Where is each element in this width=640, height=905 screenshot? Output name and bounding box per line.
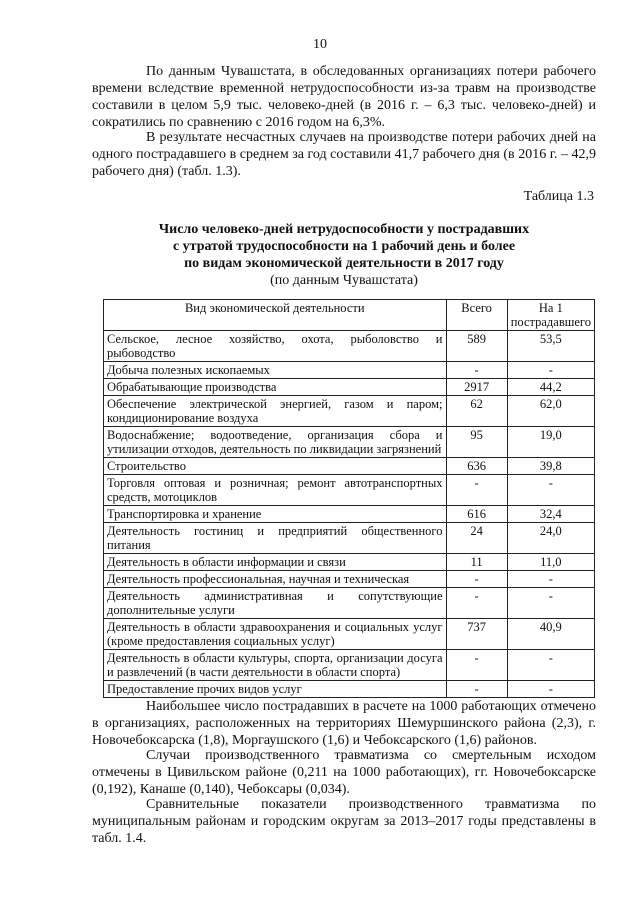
table-row [104,588,595,619]
table-row [104,571,595,588]
table-row [104,506,595,523]
cell-activity: Деятельность в области информации и связи [104,554,447,571]
cell-per-victim: - [507,362,594,379]
cell-total: 589 [446,331,507,362]
intro-paragraph-1: По данным Чувашстата, в обследованных организациях потери рабочего времени вследствие временной нетрудоспособности из-за травм на производстве составили в целом 5,9 тыс. человеко-дней (в 2016 г. – 6,3 тыс. человеко-дней) и сократились по сравнению с 2016 годом на 6,3%. [92,64,596,130]
cell-total: 24 [446,523,507,554]
table-row [104,396,595,427]
table-title-line-1: Число человеко-дней нетрудоспособности у пострадавших [158,222,530,237]
cell-activity: Предоставление прочих видов услуг [104,681,447,698]
cell-activity: Транспортировка и хранение [104,506,447,523]
table-row [104,427,595,458]
cell-per-victim: - [507,588,594,619]
cell-total: - [446,650,507,681]
table-row [104,458,595,475]
cell-per-victim: - [507,571,594,588]
cell-total: - [446,588,507,619]
table-source: (по данным Чувашстата) [270,273,418,288]
cell-activity: Деятельность профессиональная, научная и техническая [104,571,447,588]
closing-paragraph-2: Случаи производственного травматизма со смертельным исходом отмечены в Цивильском районе (0,211 на 1000 работающих), гг. Новочебоксарске (0,192), Канаше (0,140), Чебоксары (0,034). [92,748,596,797]
injury-days-table [103,299,595,698]
table-title-line-3: по видам экономической деятельности в 2017 году [184,256,504,271]
cell-per-victim: - [507,475,594,506]
cell-activity: Деятельность в области здравоохранения и социальных услуг (кроме предоставления социальных услуг) [104,619,447,650]
cell-per-victim: 40,9 [507,619,594,650]
cell-total: - [446,571,507,588]
cell-activity: Обрабатывающие производства [104,379,447,396]
cell-per-victim: - [507,650,594,681]
table-row [104,619,595,650]
cell-total: - [446,475,507,506]
header-total: Всего [446,300,507,331]
cell-activity: Строительство [104,458,447,475]
cell-per-victim: - [507,681,594,698]
cell-total: - [446,362,507,379]
header-per-victim: На 1 пострадавшего [507,300,594,331]
cell-per-victim: 53,5 [507,331,594,362]
cell-total: 737 [446,619,507,650]
cell-activity: Сельское, лесное хозяйство, охота, рыболовство и рыбоводство [104,331,447,362]
cell-total: 62 [446,396,507,427]
closing-paragraph-3: Сравнительные показатели производственного травматизма по муниципальным районам и городским округам за 2013–2017 годы представлены в табл. 1.4. [92,797,596,846]
cell-activity: Торговля оптовая и розничная; ремонт автотранспортных средств, мотоциклов [104,475,447,506]
table-label: Таблица 1.3 [523,189,594,204]
intro-paragraph-2: В результате несчастных случаев на производстве потери рабочих дней на одного пострадавшего в среднем за год составили 41,7 рабочего дня (в 2016 г. – 42,9 рабочего дня) (табл. 1.3). [92,130,596,179]
table-row [104,362,595,379]
cell-total: 636 [446,458,507,475]
cell-per-victim: 11,0 [507,554,594,571]
table-caption [92,221,596,289]
cell-activity: Деятельность гостиниц и предприятий общественного питания [104,523,447,554]
cell-activity: Деятельность административная и сопутствующие дополнительные услуги [104,588,447,619]
cell-per-victim: 24,0 [507,523,594,554]
cell-per-victim: 19,0 [507,427,594,458]
cell-total: 95 [446,427,507,458]
table-row [104,681,595,698]
cell-activity: Водоснабжение; водоотведение, организация сбора и утилизации отходов, деятельность по ликвидации загрязнений [104,427,447,458]
cell-activity: Обеспечение электрической энергией, газом и паром; кондиционирование воздуха [104,396,447,427]
table-header-row [104,300,595,331]
page-number: 10 [313,37,327,52]
cell-total: - [446,681,507,698]
cell-per-victim: 32,4 [507,506,594,523]
cell-per-victim: 39,8 [507,458,594,475]
table-row [104,650,595,681]
table-title-line-2: с утратой трудоспособности на 1 рабочий день и более [172,239,516,254]
table-row [104,331,595,362]
table-row [104,554,595,571]
cell-activity: Деятельность в области культуры, спорта, организации досуга и развлечений (в части деятельности в области спорта) [104,650,447,681]
cell-total: 2917 [446,379,507,396]
cell-per-victim: 44,2 [507,379,594,396]
cell-total: 11 [446,554,507,571]
table-row [104,475,595,506]
closing-paragraph-1: Наибольшее число пострадавших в расчете на 1000 работающих отмечено в организациях, расположенных на территориях Шемуршинского района (2,3), г. Новочебоксарска (1,8), Моргаушского (1,6) и Чебоксарского (1,6) районов. [92,699,596,748]
table-row [104,379,595,396]
table-row [104,523,595,554]
cell-total: 616 [446,506,507,523]
header-activity: Вид экономической деятельности [104,300,447,331]
cell-activity: Добыча полезных ископаемых [104,362,447,379]
cell-per-victim: 62,0 [507,396,594,427]
